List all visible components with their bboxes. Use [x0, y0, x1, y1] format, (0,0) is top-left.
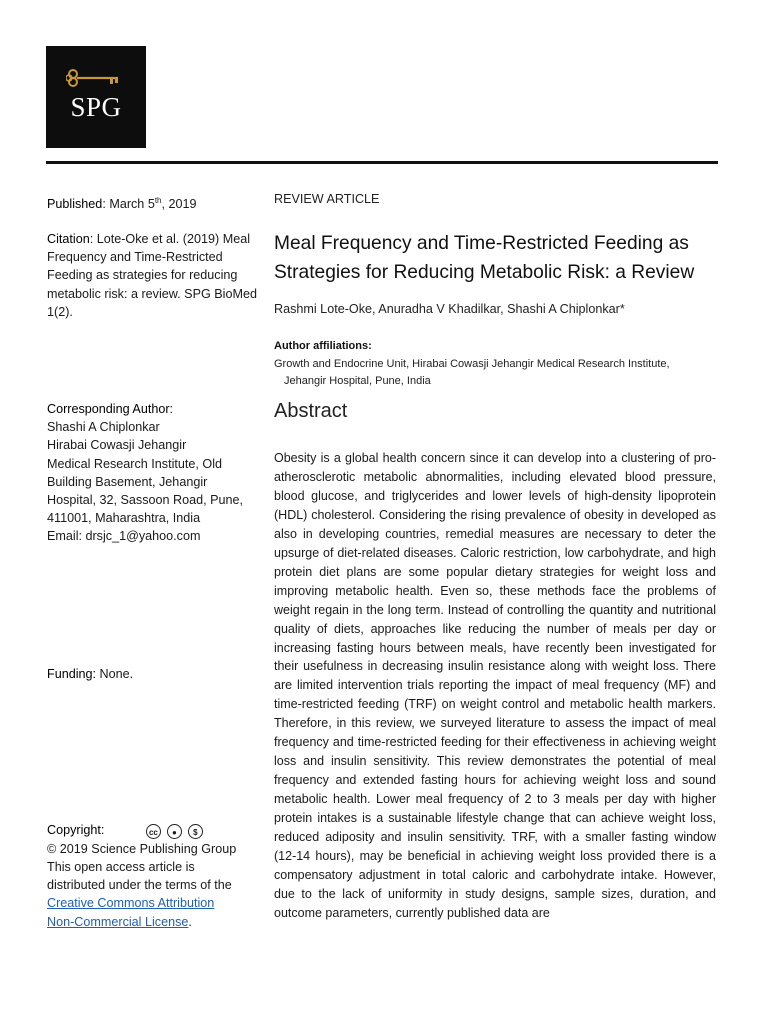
- copyright-line: This open access article is: [47, 859, 195, 874]
- citation-label: Citation: [47, 232, 90, 246]
- published-info: [47, 192, 262, 213]
- logo-text: SPG: [70, 92, 122, 122]
- article-type: REVIEW ARTICLE: [274, 192, 380, 206]
- title-line: Strategies for Reducing Metabolic Risk: a Review: [274, 261, 695, 283]
- corresponding-author-block: [47, 400, 262, 546]
- citation-block: [47, 230, 262, 321]
- affiliation-line: Growth and Endocrine Unit, Hirabai Cowasji Jehangir Medical Research Institute,: [274, 358, 670, 370]
- published-label: Published: [47, 197, 103, 212]
- attribution-icon: ●: [167, 824, 182, 839]
- funding-value: None.: [96, 667, 134, 681]
- corr-colon: :: [169, 402, 174, 416]
- title-line: Meal Frequency and Time-Restricted Feeding as: [274, 233, 689, 254]
- corr-line: Hospital, 32, Sassoon Road, Pune,: [47, 493, 244, 508]
- corr-email: Email: drsjc_1@yahoo.com: [47, 529, 201, 544]
- abstract-text: Obesity is a global health concern since it can develop into a clustering of pro-atherosclerotic metabolic abnormalities, including elevated blood pressure, blood glucose, and triglycerides and lower levels of high-density lipoprotein (HDL) cholesterol. Considering the rising prevalence of obesity in developed as also in developing countries, remedial measures are necessary to deter the upsurge of diet-related diseases. Caloric restriction, low carbohydrate, and high protein diet plans are some popular dietary strategies for weight loss and improving metabolic health. Even so, these methods face the problems of weight regain in the long term. Instead of controlling the quantity and nutritional quality of diets, approaches like reducing the number of meals per day or increasing fasting hours between meals, have recently been investigated for their usefulness in decreasing insulin resistance along with weight loss. There are limited intervention trials reporting the impact of meal frequency (MF) and time-restricted feeding (TRF) on weight control and metabolic health markers. Therefore, in this review, we surveyed literature to assess the impact of meal frequency and time-restricted feeding for their effectiveness in achieving weight loss and insulin sensitivity. This review demonstrates the potential of meal frequency and extended fasting hours for achieving weight loss and sound metabolic health. Lower meal frequency of 2 to 3 meals per day with higher protein intakes is a sustainable lifestyle change that can achieve weight loss, reduced adiposity and insulin sensitivity. TRF, with a smaller fasting window (12-14 hours), may be beneficial in achieving weight loss provided there is a compensatory adjustment in total caloric and carbohydrate intake. However, due to the lack of uniformity in study designs, sample sizes, duration, and outcome parameters, currently published data are: [274, 451, 716, 920]
- cc-license-icons: [146, 822, 209, 840]
- corr-line: Hirabai Cowasji Jehangir: [47, 438, 187, 453]
- corr-line: Shashi A Chiplonkar: [47, 420, 160, 435]
- cc-icon: cc: [146, 824, 161, 839]
- abstract-heading: Abstract: [274, 400, 348, 422]
- corr-line: Medical Research Institute, Old: [47, 456, 222, 471]
- published-sup: th: [154, 196, 162, 205]
- corr-line: Building Basement, Jehangir: [47, 474, 208, 489]
- copyright-block: [47, 821, 262, 931]
- published-date: : March 5: [102, 197, 155, 212]
- affiliation-line: Jehangir Hospital, Pune, India: [284, 375, 431, 387]
- corr-line: 411001, Maharashtra, India: [47, 511, 201, 526]
- published-year: , 2019: [161, 197, 197, 212]
- license-end: .: [188, 914, 192, 929]
- funding-block: [47, 665, 262, 683]
- copyright-line: © 2019 Science Publishing Group: [47, 841, 237, 856]
- citation-text: : Lote-Oke et al. (2019) Meal Frequency and Time-Restricted Feeding as strategies for reducing metabolic risk: a review. SPG BioMed 1(2).: [47, 232, 257, 319]
- license-link-cont[interactable]: Non-Commercial License: [47, 914, 189, 929]
- license-link[interactable]: Creative Commons Attribution: [47, 896, 215, 911]
- author-list: Rashmi Lote-Oke, Anuradha V Khadilkar, Shashi A Chiplonkar*: [274, 302, 625, 316]
- publisher-logo: [46, 46, 146, 148]
- copyright-label: Copyright:: [47, 823, 105, 837]
- corr-label: Corresponding Author: [47, 402, 170, 416]
- article-title: [274, 230, 716, 287]
- header-rule: [46, 161, 718, 164]
- noncommercial-icon: $: [188, 824, 203, 839]
- funding-label: Funding:: [47, 667, 97, 681]
- key-icon: [66, 68, 126, 88]
- affiliation-text: [274, 356, 716, 390]
- affiliation-label: Author affiliations:: [274, 340, 372, 352]
- copyright-line: distributed under the terms of the: [47, 878, 232, 893]
